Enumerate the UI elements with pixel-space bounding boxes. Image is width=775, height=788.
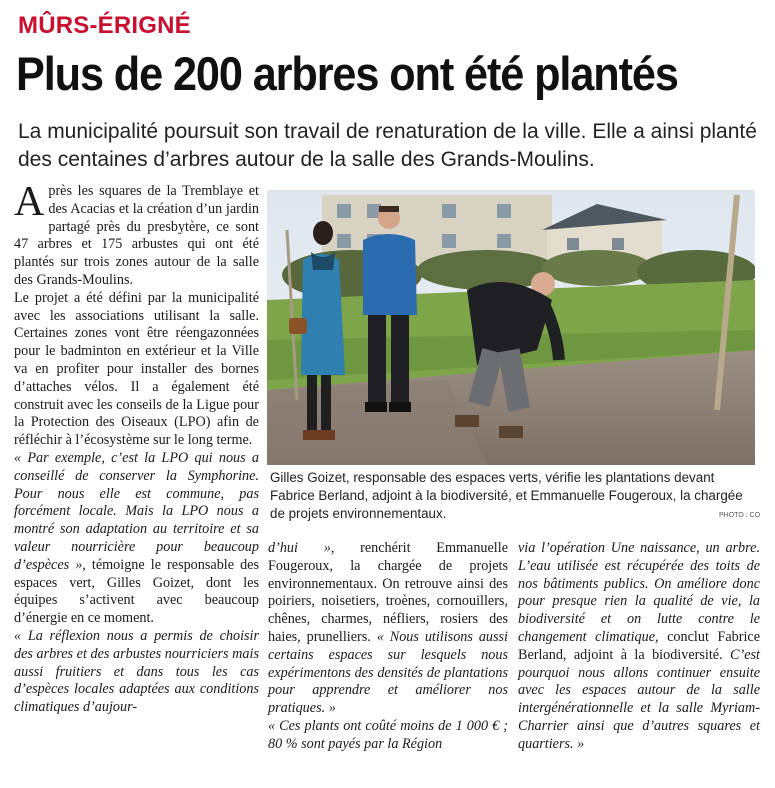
article-column-3 bbox=[518, 540, 760, 754]
paragraph-3 bbox=[14, 450, 259, 628]
standfirst: La municipalité poursuit son travail de renaturation de la ville. Elle a ainsi planté des centaines d’arbres autour de la salle des Grands-Moulins. bbox=[18, 120, 757, 171]
paragraph-3-text: , témoigne le responsable des espaces vert, Gilles Goizet, dont les équipes s’activent avec beaucoup d’énergie en ce moment. bbox=[14, 556, 259, 627]
paragraph-1-text: près les squares de la Tremblaye et des Acacias et la création d’un jardin partagé près du presbytère, ce sont 47 arbres et 175 arbustes qui ont été plantés sur trois zones autour de la salle des Grands-Moulins. bbox=[14, 183, 259, 288]
photo-credit: PHOTO : CO bbox=[719, 512, 761, 519]
paragraph-4: « La réflexion nous a permis de choisir des arbres et des arbustes nourriciers mais aussi fruitiers et dans tous les cas d’espèces locales adaptées aux conditions climatiques d’aujour- bbox=[14, 627, 259, 716]
quote-region: via l’opération Une naissance, un arbre. L’eau utilisée est récupérée des toits de nos bâtiments publics. On améliore donc pour presque rien la qualité de vie, la biodiversité et on lutte contre le changement climatique, bbox=[518, 540, 760, 645]
section-kicker: MÛRS-ÉRIGNÉ bbox=[18, 12, 191, 39]
paragraph-6: « Ces plants ont coûté moins de 1 000 € ; 80 % sont payés par la Région bbox=[268, 717, 508, 752]
photo-caption: Gilles Goizet, responsable des espaces verts, vérifie les plantations devant Fabrice Berland, adjoint à la biodiversité, et Emmanuelle Fougeroux, la chargée de projets environnementaux. bbox=[270, 470, 743, 521]
quote-end: d’hui » bbox=[268, 540, 331, 556]
paragraph-5 bbox=[268, 540, 508, 718]
drop-cap: A bbox=[14, 179, 45, 225]
paragraph-7 bbox=[518, 540, 760, 754]
photo-illustration bbox=[267, 190, 755, 465]
quote-experiment: « Nous utilisons aussi certains espaces sur lesquels nous expérimentons des densités de plantations pour apprendre et améliorer nos pratiques. » bbox=[268, 628, 508, 717]
article-column-2 bbox=[268, 540, 508, 754]
article-photo bbox=[267, 190, 755, 465]
quote-lpo: « Par exemple, c’est la LPO qui nous a conseillé de conserver la Symphorine. Pour nous elle est commune, pas forcément locale. Mais la LPO nous a montré son adaptation au territoire et sa valeur nourricière pour beaucoup d’espèces » bbox=[14, 449, 259, 573]
quote-continue: C’est pourquoi nous allons continuer ensuite avec les espaces autour de la salle intergénérationnelle et la salle Myriam-Charrier ainsi que d’autres squares et quartiers. » bbox=[518, 646, 760, 752]
headline: Plus de 200 arbres ont été plantés bbox=[16, 47, 678, 100]
paragraph-2: Le projet a été défini par la municipalité avec les associations utilisant la salle. Certaines zones vont être réengazonnées pour le badminton en extérieur et la Ville va en profiter pour installer des bornes d’attaches vélos. Il a également été construit avec les conseils de la Ligue pour la Protection des Oiseaux (LPO) afin de réfléchir à l’écosystème sur le long terme. bbox=[14, 289, 259, 449]
article-column-1 bbox=[14, 179, 259, 717]
paragraph-1 bbox=[14, 179, 259, 290]
paragraph-5-text: , renchérit Emmanuelle Fougeroux, la chargée de projets environnementaux. On retrouve ainsi des poiriers, noisetiers, troènes, cornouillers, chênes, charmes, néfliers, rosiers des haies, prunelliers. bbox=[268, 540, 508, 645]
paragraph-7-text: conclut Fabrice Berland, adjoint à la biodiversité. bbox=[518, 628, 760, 663]
